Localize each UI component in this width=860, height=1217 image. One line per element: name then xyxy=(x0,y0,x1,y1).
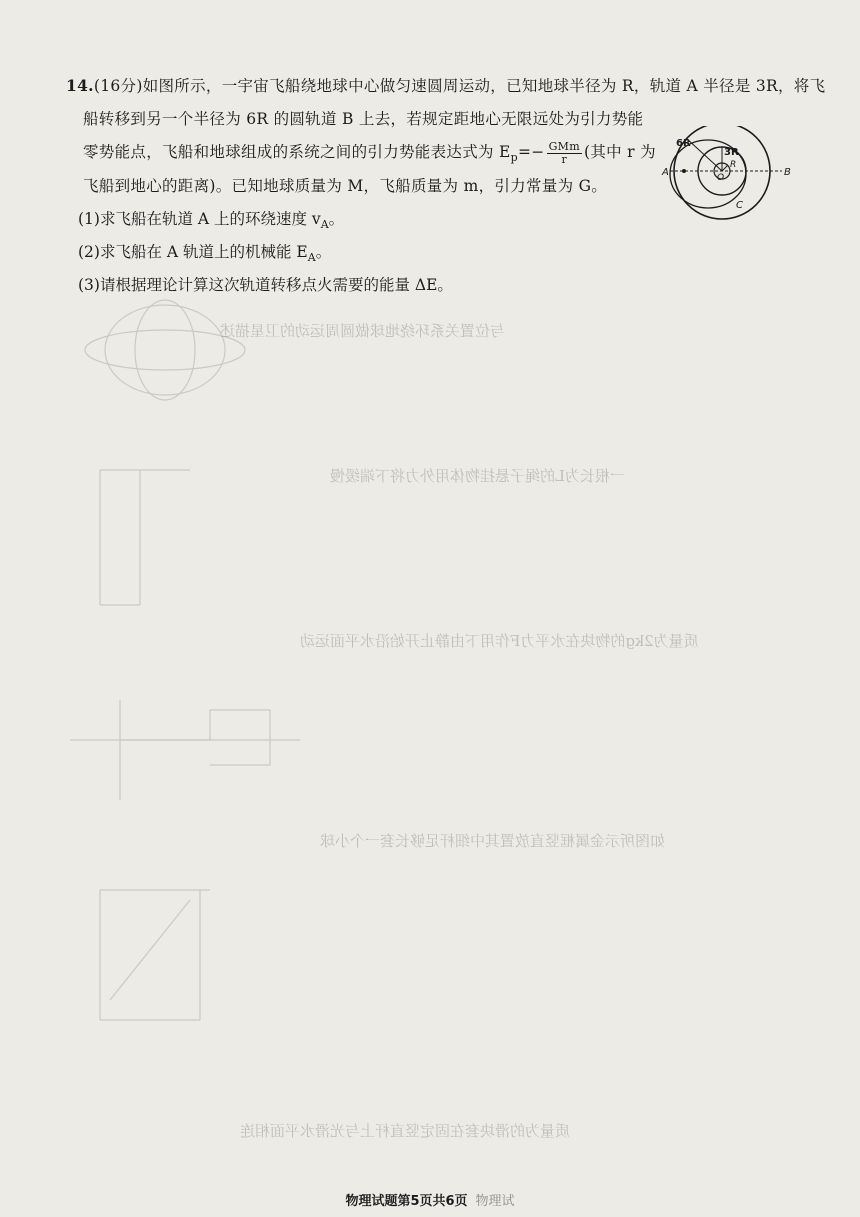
ep-subscript: p xyxy=(510,151,518,165)
footer-smudge: 物理试 xyxy=(475,1194,515,1209)
label-6r: 6R xyxy=(676,138,691,149)
potential-energy-note: (其中 r 为 xyxy=(583,143,656,161)
bleed-through-text: 与位置关系环绕地球做圆周运动的卫星描述 xyxy=(220,322,506,340)
bleed-through-text: 质量为的滑块套在固定竖直杆上与光滑水平面相连 xyxy=(240,1122,571,1140)
label-a: A xyxy=(662,167,669,178)
problem-line-2: 船转移到另一个半径为 6R 的圆轨道 B 上去，若规定距地心无限远处为引力势能 xyxy=(83,110,644,128)
label-3r: 3R xyxy=(724,147,739,158)
question-2 xyxy=(78,240,331,264)
bleed-through-text: 如图所示金属框竖直放置其中细杆足够长套一个小球 xyxy=(320,832,666,850)
question-2-subscript: A xyxy=(307,251,316,265)
equals-minus: =− xyxy=(518,143,545,161)
label-b: B xyxy=(784,167,791,178)
potential-energy-text: 零势能点，飞船和地球组成的系统之间的引力势能表达式为 E xyxy=(83,143,511,161)
page-footer xyxy=(0,1190,860,1209)
question-1 xyxy=(78,207,344,231)
problem-number: 14. xyxy=(66,76,94,95)
footer-page-number: 物理试题第5页共6页 xyxy=(345,1194,468,1209)
problem-line-1 xyxy=(66,74,825,96)
question-1-end: 。 xyxy=(328,210,345,228)
point-a xyxy=(682,169,686,173)
question-3: (3)请根据理论计算这次轨道转移点火需要的能量 ΔE。 xyxy=(78,276,453,294)
orbit-diagram xyxy=(642,126,822,236)
bleed-through-text: 一根长为L的绳子悬挂物体用外力将下端缓慢 xyxy=(330,467,625,485)
label-o: O xyxy=(717,173,725,183)
question-1-text: (1)求飞船在轨道 A 上的环绕速度 v xyxy=(78,210,321,228)
question-2-text: (2)求飞船在 A 轨道上的机械能 E xyxy=(78,243,308,261)
problem-line-4: 飞船到地心的距离)。已知地球质量为 M，飞船质量为 m，引力常量为 G。 xyxy=(83,177,608,195)
problem-points: (16分) xyxy=(93,77,143,95)
question-1-subscript: A xyxy=(320,218,329,232)
radius-6r-line xyxy=(686,138,722,171)
problem-line-3 xyxy=(83,140,656,166)
label-c: C xyxy=(736,200,743,211)
potential-energy-fraction xyxy=(547,141,582,166)
fraction-numerator: GMm xyxy=(548,139,580,153)
label-r: R xyxy=(730,160,737,170)
fraction-denominator: r xyxy=(561,152,568,166)
problem-text-1: 如图所示，一宇宙飞船绕地球中心做匀速圆周运动，已知地球半径为 R，轨道 A 半径是 3R，将飞 xyxy=(142,77,826,95)
bleed-through-text: 质量为2kg的物块在水平力F作用下由静止开始沿水平面运动 xyxy=(300,632,699,650)
question-2-end: 。 xyxy=(315,243,332,261)
